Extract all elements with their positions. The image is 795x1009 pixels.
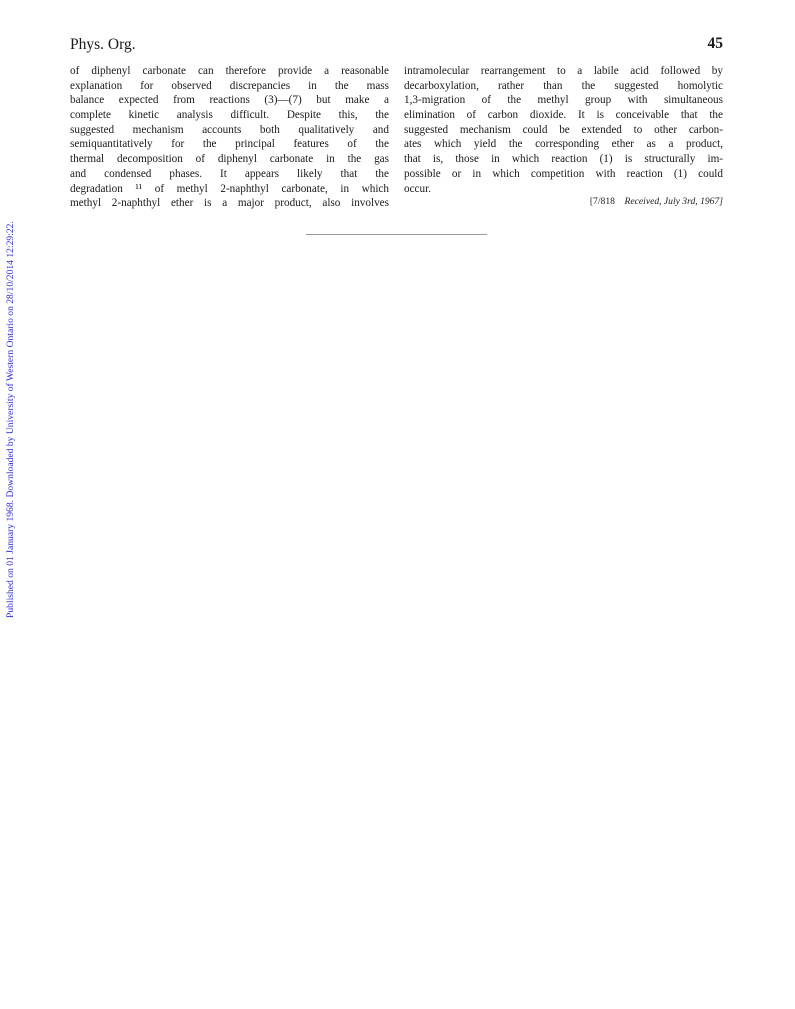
text-line: methyl 2-naphthyl ether is a major product, also involves [70, 197, 389, 210]
received-date [590, 196, 723, 207]
text-line: decarboxylation, rather than the suggested homolytic [404, 79, 723, 92]
received-label: Received, July 3rd, 1967] [624, 196, 723, 207]
text-line: intramolecular rearrangement to a labile acid followed by [404, 65, 723, 77]
text-line: semiquantitatively for the principal features of the [70, 138, 389, 151]
text-line: thermal decomposition of diphenyl carbonate in the gas [70, 153, 389, 166]
text-line: of diphenyl carbonate can therefore provide a reasonable [70, 65, 389, 77]
manuscript-ref: [7/818 [589, 196, 615, 207]
end-of-article-rule [306, 234, 487, 235]
page-number: 45 [707, 35, 723, 52]
journal-title: Phys. Org. [70, 36, 136, 53]
text-line: occur. [404, 182, 432, 195]
text-line: complete kinetic analysis difficult. Despite this, the [70, 109, 389, 122]
text-line: elimination of carbon dioxide. It is conceivable that the [404, 109, 723, 122]
text-line: suggested mechanism could be extended to other carbon- [404, 123, 723, 136]
text-line: and condensed phases. It appears likely that the [70, 167, 389, 180]
text-line: balance expected from reactions (3)—(7) but make a [70, 94, 389, 107]
right-text-column [404, 64, 723, 196]
text-line: suggested mechanism accounts both qualitatively and [70, 123, 389, 136]
download-watermark [1, 178, 23, 618]
text-line: ates which yield the corresponding ether as a product, [404, 138, 723, 151]
download-watermark-text: Published on 01 January 1968. Downloaded by University of Western Ontario on 28/10/2014 12:29:22. [5, 221, 16, 618]
text-line: degradation ¹¹ of methyl 2-naphthyl carbonate, in which [70, 182, 389, 195]
text-line: 1,3-migration of the methyl group with simultaneous [404, 94, 723, 107]
text-line: that is, those in which reaction (1) is structurally im- [404, 153, 723, 166]
text-line: possible or in which competition with reaction (1) could [404, 167, 723, 180]
left-text-column [70, 64, 389, 211]
text-line: explanation for observed discrepancies in the mass [70, 79, 389, 92]
